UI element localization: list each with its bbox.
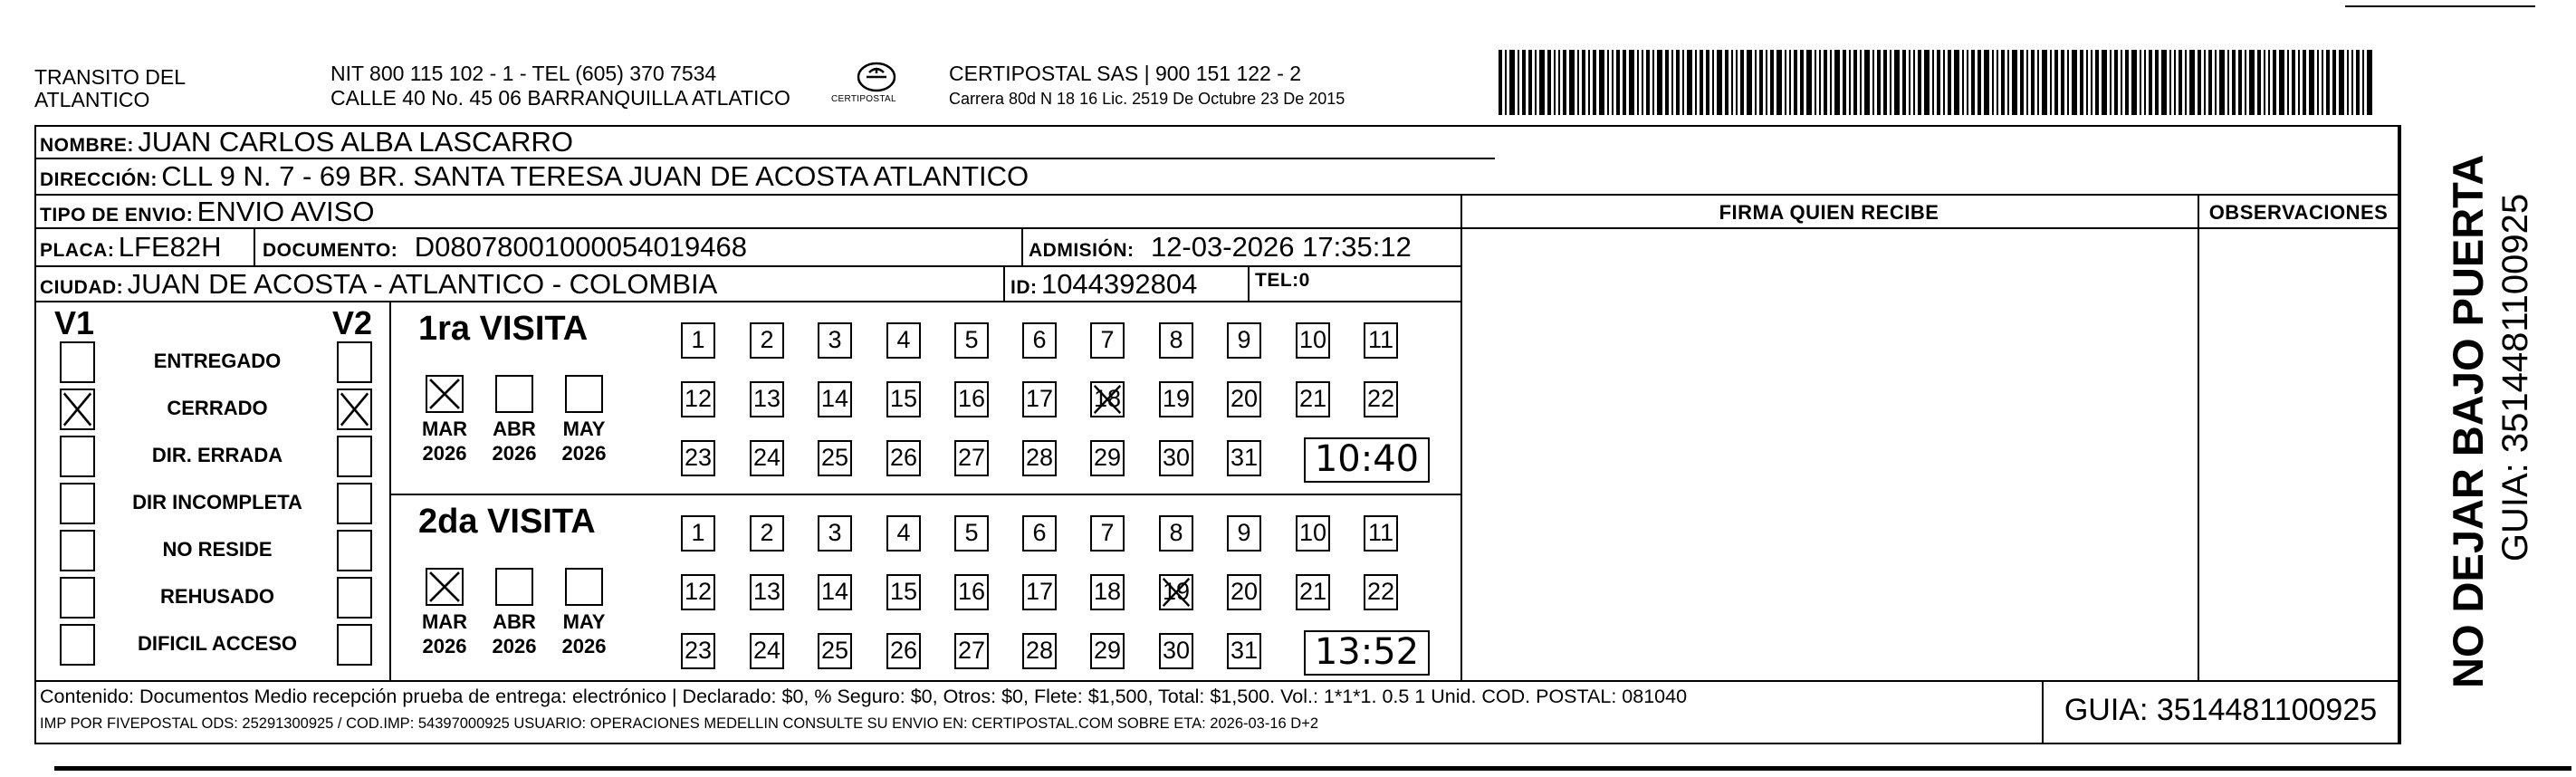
day-box[interactable]: 6: [1022, 515, 1057, 552]
v1-checkbox[interactable]: [60, 388, 95, 430]
month-checkbox[interactable]: [495, 568, 533, 606]
nombre-label: NOMBRE:: [40, 135, 134, 156]
documento-cell: [263, 231, 747, 264]
month-label: MAR 2026: [421, 417, 468, 465]
sender-address: CALLE 40 No. 45 06 BARRANQUILLA ATLATICO: [330, 86, 790, 110]
day-box[interactable]: 15: [886, 381, 921, 417]
day-box[interactable]: 23: [681, 633, 715, 669]
tel-label: TEL:: [1255, 270, 1299, 291]
admision-label: ADMISIÓN:: [1029, 240, 1135, 261]
month-label: MAR 2026: [421, 610, 468, 657]
day-box[interactable]: 3: [818, 515, 852, 552]
day-box[interactable]: 5: [954, 322, 989, 359]
day-box[interactable]: 17: [1022, 574, 1057, 610]
visit-time: 10:40: [1304, 437, 1430, 483]
v2-checkbox[interactable]: [337, 624, 372, 666]
day-box[interactable]: 1: [681, 322, 715, 359]
direccion-value: CLL 9 N. 7 - 69 BR. SANTA TERESA JUAN DE ACOSTA ATLANTICO: [161, 160, 1029, 192]
barcode-icon: [1499, 50, 2386, 115]
guia-vertical: GUIA: 3514481100925: [2495, 193, 2535, 562]
day-box[interactable]: 16: [954, 574, 989, 610]
tipo-envio-row: [40, 196, 374, 228]
sender-name-line2: ATLANTICO: [34, 88, 150, 111]
day-box[interactable]: 8: [1159, 322, 1193, 359]
contenido-text: Contenido: Documentos Medio recepción prueba de entrega: electrónico | Declarado: $0, % Seguro: $0, Otros: $0, Flete: $1,500, Total: $1,500. Vol.: 1*1*1. 0.5 1 Unid. COD. POSTAL: 081040: [40, 686, 1688, 707]
day-box[interactable]: 25: [818, 440, 852, 476]
day-box[interactable]: 20: [1227, 574, 1261, 610]
v1-checkbox[interactable]: [60, 341, 95, 383]
day-box[interactable]: 24: [750, 633, 784, 669]
day-box[interactable]: 4: [886, 515, 921, 552]
ciudad-label: CIUDAD:: [40, 277, 124, 298]
scan-bottom-edge: [54, 766, 2571, 771]
day-box[interactable]: 26: [886, 440, 921, 476]
month-checkbox[interactable]: [495, 375, 533, 413]
no-dejar-bajo-puerta: NO DEJAR BAJO PUERTA: [2444, 154, 2492, 688]
visit-title: 1ra VISITA: [418, 310, 589, 348]
day-box[interactable]: 11: [1364, 515, 1398, 552]
month-checkbox[interactable]: [426, 375, 464, 413]
v2-label: V2: [332, 304, 373, 341]
day-box[interactable]: 10: [1296, 322, 1330, 359]
visit-time: 13:52: [1304, 630, 1430, 676]
day-box[interactable]: 18: [1090, 381, 1125, 417]
day-box[interactable]: 14: [818, 574, 852, 610]
nombre-value: JUAN CARLOS ALBA LASCARRO: [138, 126, 573, 158]
day-box[interactable]: 16: [954, 381, 989, 417]
v1-label: V1: [54, 304, 95, 341]
v1-checkbox[interactable]: [60, 624, 95, 666]
v1-checkbox[interactable]: [60, 436, 95, 477]
day-box[interactable]: 3: [818, 322, 852, 359]
day-box[interactable]: 29: [1090, 633, 1125, 669]
day-box[interactable]: 2: [750, 322, 784, 359]
tipo-envio-label: TIPO DE ENVIO:: [40, 205, 194, 225]
day-box[interactable]: 1: [681, 515, 715, 552]
v2-checkbox[interactable]: [337, 530, 372, 571]
day-box[interactable]: 18: [1090, 574, 1125, 610]
month-checkbox[interactable]: [426, 568, 464, 606]
direccion-label: DIRECCIÓN:: [40, 169, 158, 190]
day-box[interactable]: 31: [1227, 440, 1261, 476]
status-label: DIR. ERRADA: [151, 444, 283, 466]
status-label: ENTREGADO: [153, 350, 282, 372]
id-label: ID:: [1010, 277, 1038, 298]
status-label: DIFICIL ACCESO: [137, 632, 297, 655]
status-label: DIR INCOMPLETA: [132, 491, 302, 513]
day-box[interactable]: 28: [1022, 633, 1057, 669]
v2-checkbox[interactable]: [337, 483, 372, 524]
day-box[interactable]: 30: [1159, 633, 1193, 669]
day-box[interactable]: 27: [954, 440, 989, 476]
placa-cell: [40, 231, 222, 264]
tel-value: 0: [1298, 270, 1310, 291]
id-value: 1044392804: [1040, 268, 1198, 300]
day-box[interactable]: 17: [1022, 381, 1057, 417]
day-box[interactable]: 11: [1364, 322, 1398, 359]
status-label: CERRADO: [167, 397, 268, 419]
guia-footer: GUIA: 3514481100925: [2064, 693, 2378, 727]
day-box[interactable]: 9: [1227, 322, 1261, 359]
sender-name-line1: TRANSITO DEL: [34, 65, 186, 89]
month-label: MAY 2026: [561, 610, 607, 657]
observaciones-label: OBSERVACIONES: [2208, 201, 2389, 224]
direccion-row: [40, 160, 1029, 193]
courier-name: CERTIPOSTAL SAS | 900 151 122 - 2: [949, 62, 1302, 85]
month-label: ABR 2026: [492, 610, 537, 657]
v2-checkbox[interactable]: [337, 436, 372, 477]
day-box[interactable]: 21: [1296, 574, 1330, 610]
day-box[interactable]: 31: [1227, 633, 1261, 669]
day-box[interactable]: 26: [886, 633, 921, 669]
v2-checkbox[interactable]: [337, 341, 372, 383]
day-box[interactable]: 8: [1159, 515, 1193, 552]
day-box[interactable]: 27: [954, 633, 989, 669]
firma-label: FIRMA QUIEN RECIBE: [1719, 201, 1939, 224]
status-label: NO RESIDE: [162, 538, 273, 561]
day-box[interactable]: 21: [1296, 381, 1330, 417]
documento-label: DOCUMENTO:: [263, 240, 398, 261]
day-box[interactable]: 15: [886, 574, 921, 610]
day-box[interactable]: 6: [1022, 322, 1057, 359]
day-box[interactable]: 20: [1227, 381, 1261, 417]
documento-value: D08078001000054019468: [414, 231, 747, 263]
day-box[interactable]: 5: [954, 515, 989, 552]
month-label: MAY 2026: [561, 417, 607, 465]
month-checkbox[interactable]: [565, 375, 603, 413]
day-box[interactable]: 23: [681, 440, 715, 476]
imp-text: IMP POR FIVEPOSTAL ODS: 25291300925 / COD.IMP: 54397000925 USUARIO: OPERACIONES MEDELLIN CONSULTE SU ENVIO EN: CERTIPOSTAL.COM SOBRE ETA: 2026-03-16 D+2: [40, 715, 1319, 732]
sender-nit: NIT 800 115 102 - 1 - TEL (605) 370 7534: [330, 62, 717, 85]
day-box[interactable]: 13: [750, 381, 784, 417]
ciudad-value: JUAN DE ACOSTA - ATLANTICO - COLOMBIA: [127, 268, 718, 300]
courier-license: Carrera 80d N 18 16 Lic. 2519 De Octubre 23 De 2015: [949, 90, 1345, 108]
day-box[interactable]: 28: [1022, 440, 1057, 476]
day-box[interactable]: 14: [818, 381, 852, 417]
day-box[interactable]: 30: [1159, 440, 1193, 476]
v1-checkbox[interactable]: [60, 577, 95, 619]
admision-value: 12-03-2026 17:35:12: [1150, 231, 1412, 263]
day-box[interactable]: 12: [681, 381, 715, 417]
ciudad-cell: [40, 268, 717, 301]
day-box[interactable]: 24: [750, 440, 784, 476]
day-box[interactable]: 29: [1090, 440, 1125, 476]
certipostal-logo-text: CERTIPOSTAL: [831, 94, 896, 104]
day-box[interactable]: 2: [750, 515, 784, 552]
v1-checkbox[interactable]: [60, 483, 95, 524]
certipostal-logo-icon: [856, 62, 897, 92]
day-box[interactable]: 22: [1364, 381, 1398, 417]
day-box[interactable]: 9: [1227, 515, 1261, 552]
day-box[interactable]: 13: [750, 574, 784, 610]
scan-edge-mark: [2345, 5, 2535, 7]
day-box[interactable]: 12: [681, 574, 715, 610]
day-box[interactable]: 22: [1364, 574, 1398, 610]
day-box[interactable]: 19: [1159, 574, 1193, 610]
v2-checkbox[interactable]: [337, 388, 372, 430]
v2-checkbox[interactable]: [337, 577, 372, 619]
id-cell: [1010, 268, 1197, 301]
visit-title: 2da VISITA: [418, 503, 596, 541]
month-checkbox[interactable]: [565, 568, 603, 606]
day-box[interactable]: 7: [1090, 322, 1125, 359]
tipo-envio-value: ENVIO AVISO: [196, 196, 375, 227]
day-box[interactable]: 25: [818, 633, 852, 669]
day-box[interactable]: 10: [1296, 515, 1330, 552]
placa-label: PLACA:: [40, 240, 115, 261]
tel-cell: [1255, 270, 1310, 292]
placa-value: LFE82H: [118, 231, 222, 263]
month-label: ABR 2026: [492, 417, 537, 465]
day-box[interactable]: 7: [1090, 515, 1125, 552]
day-box[interactable]: 4: [886, 322, 921, 359]
admision-cell: [1029, 231, 1412, 264]
status-label: REHUSADO: [160, 585, 274, 608]
nombre-row: [40, 126, 573, 158]
day-box[interactable]: 19: [1159, 381, 1193, 417]
v1-checkbox[interactable]: [60, 530, 95, 571]
